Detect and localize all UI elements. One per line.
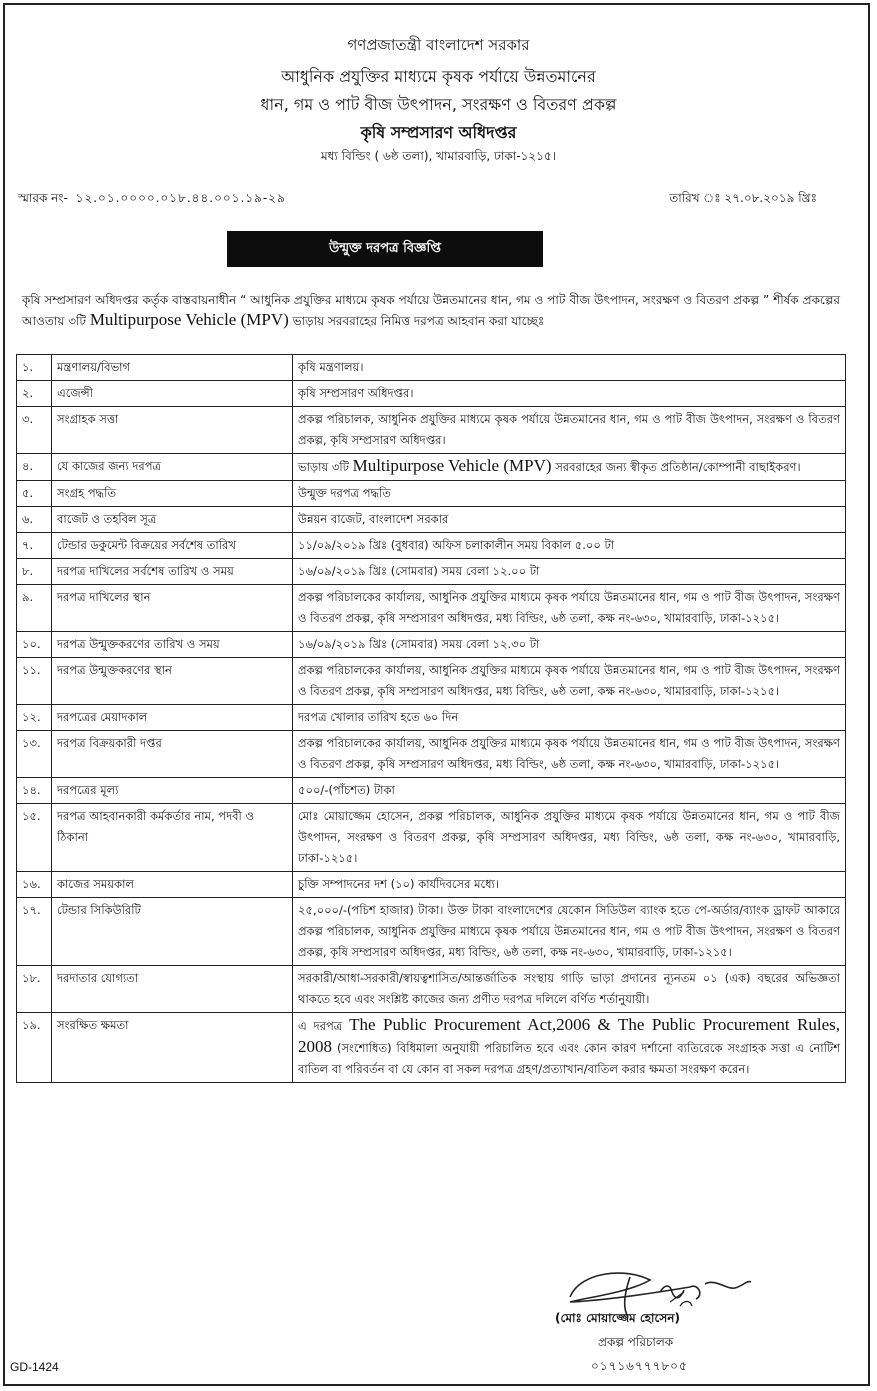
notice-title: উন্মুক্ত দরপত্র বিজ্ঞপ্তি xyxy=(329,240,441,256)
row-number: ৩. xyxy=(17,407,52,454)
row-number: ১৭. xyxy=(17,898,52,966)
row-label: মন্ত্রণালয়/বিভাগ xyxy=(52,355,293,381)
row-value: মোঃ মোয়াজ্জেম হোসেন, প্রকল্প পরিচালক, আধুনিক প্রযুক্তির মাধ্যমে কৃষক পর্যায়ে উন্নতমানের ধান, গম ও পাট বীজ উৎপাদন, সংরক্ষণ ও বিতরণ প্রকল্প, কৃষি সম্প্রসারণ অধিদপ্তর, মধ্য বিল্ডিং, ৬ষ্ঠ তলা, কক্ষ নং-৬৩০, খামারবাড়ি, ঢাকা-১২১৫। xyxy=(293,804,846,872)
footer-code: GD-1424 xyxy=(10,1360,59,1374)
intro-mpv: Multipurpose Vehicle (MPV) xyxy=(89,310,289,329)
row-value: ১৬/০৯/২০১৯ খ্রিঃ (সোমবার) সময় বেলা ১২.০০ টা xyxy=(293,559,846,585)
table-row xyxy=(17,381,846,407)
header-project-line1: আধুনিক প্রযুক্তির মাধ্যমে কৃষক পর্যায়ে উন্নতমানের xyxy=(281,67,596,86)
table-row xyxy=(17,1013,846,1083)
row-number: ১৪. xyxy=(17,778,52,804)
row-number: ১২. xyxy=(17,705,52,731)
memo-date: তারিখ ঃ ২৭.০৮.২০১৯ খ্রিঃ xyxy=(669,191,817,205)
row-value: উন্মুক্ত দরপত্র পদ্ধতি xyxy=(293,481,846,507)
row-number: ৫. xyxy=(17,481,52,507)
tender-details-table xyxy=(16,354,846,1083)
header-address: মধ্য বিল্ডিং ( ৬ষ্ঠ তলা), খামারবাড়ি, ঢাকা-১২১৫। xyxy=(320,149,556,163)
row-label: বাজেট ও তহবিল সূত্র xyxy=(52,507,293,533)
row-number: ১০. xyxy=(17,632,52,658)
table-row xyxy=(17,705,846,731)
table-row xyxy=(17,778,846,804)
memo-reference xyxy=(18,190,286,210)
row-number: ৮. xyxy=(17,559,52,585)
table-row xyxy=(17,966,846,1013)
row-label: সংগ্রাহক সত্তা xyxy=(52,407,293,454)
row-value: সরকারী/আধা-সরকারী/স্বায়ত্বশাসিত/আন্তর্জাতিক সংস্থায় গাড়ি ভাড়া প্রদানের ন্যূনতম ০১ (এক) বছরের অভিজ্ঞতা থাকতে হবে এবং সংশ্লিষ্ট কাজের জন্য প্রণীত দরপত্র দলিলে বর্ণিত শর্তানুযায়ী। xyxy=(293,966,846,1013)
signatory-name: (মোঃ মোয়াজ্জেম হোসেন) xyxy=(555,1311,680,1325)
row-number: ১১. xyxy=(17,658,52,705)
header-department: কৃষি সম্প্রসারণ অধিদপ্তর xyxy=(360,123,517,142)
row-label: টেন্ডার সিকিউরিটি xyxy=(52,898,293,966)
table-row xyxy=(17,658,846,705)
tender-table-body xyxy=(17,355,846,1083)
table-row xyxy=(17,559,846,585)
row-number: ১৫. xyxy=(17,804,52,872)
row-label: দরপত্র বিক্রয়কারী দপ্তর xyxy=(52,731,293,778)
row-label: সংরক্ষিত ক্ষমতা xyxy=(52,1013,293,1083)
row-value-english: Multipurpose Vehicle (MPV) xyxy=(352,456,552,475)
header-govt: গণপ্রজাতন্ত্রী বাংলাদেশ সরকার xyxy=(347,36,530,54)
row-number: ৯. xyxy=(17,585,52,632)
row-number: ১৬. xyxy=(17,872,52,898)
row-label: টেন্ডার ডকুমেন্ট বিক্রয়ের সর্বশেষ তারিখ xyxy=(52,533,293,559)
row-value-part: ভাড়ায় ৩টি xyxy=(298,460,349,474)
row-value xyxy=(293,454,846,481)
row-value: প্রকল্প পরিচালকের কার্যালয়, আধুনিক প্রযুক্তির মাধ্যমে কৃষক পর্যায়ে উন্নতমানের ধান, গম ও পাট বীজ উৎপাদন, সংরক্ষণ ও বিতরণ প্রকল্প, কৃষি সম্প্রসারণ অধিদপ্তর, মধ্য বিল্ডিং, ৬ষ্ঠ তলা, কক্ষ নং-৬৩০, খামারবাড়ি, ঢাকা-১২১৫। xyxy=(293,731,846,778)
row-value: ১৬/০৯/২০১৯ খ্রিঃ (সোমবার) সময় বেলা ১২.৩০ টা xyxy=(293,632,846,658)
row-value: কৃষি মন্ত্রণালয়। xyxy=(293,355,846,381)
row-value: প্রকল্প পরিচালক, আধুনিক প্রযুক্তির মাধ্যমে কৃষক পর্যায়ে উন্নতমানের ধান, গম ও পাট বীজ উৎপাদন, সংরক্ষণ ও বিতরণ প্রকল্প, কৃষি সম্প্রসারণ অধিদপ্তর। xyxy=(293,407,846,454)
row-number: ৪. xyxy=(17,454,52,481)
row-number: ১৯. xyxy=(17,1013,52,1083)
notice-title-banner xyxy=(227,231,543,267)
row-value: প্রকল্প পরিচালকের কার্যালয়, আধুনিক প্রযুক্তির মাধ্যমে কৃষক পর্যায়ে উন্নতমানের ধান, গম ও পাট বীজ উৎপাদন, সংরক্ষণ ও বিতরণ প্রকল্প, কৃষি সম্প্রসারণ অধিদপ্তর, মধ্য বিল্ডিং, ৬ষ্ঠ তলা, কক্ষ নং-৬৩০, খামারবাড়ি, ঢাকা-১২১৫। xyxy=(293,658,846,705)
table-row xyxy=(17,407,846,454)
table-row xyxy=(17,481,846,507)
row-label: দরপত্র আহবানকারী কর্মকর্তার নাম, পদবী ও ঠিকানা xyxy=(52,804,293,872)
table-row xyxy=(17,731,846,778)
table-row xyxy=(17,507,846,533)
row-label: দরপত্রের মেয়াদকাল xyxy=(52,705,293,731)
table-row xyxy=(17,355,846,381)
row-value: চুক্তি সম্পাদনের দশ (১০) কার্যদিবসের মধ্যে। xyxy=(293,872,846,898)
row-label: কাজের সময়কাল xyxy=(52,872,293,898)
memo-ref-number: ১২.০১.০০০০.০১৮.৪৪.০০১.১৯-২৯ xyxy=(75,191,286,205)
row-number: ১৩. xyxy=(17,731,52,778)
table-row xyxy=(17,585,846,632)
row-value: দরপত্র খোলার তারিখ হতে ৬০ দিন xyxy=(293,705,846,731)
row-label: সংগ্রহ পদ্ধতি xyxy=(52,481,293,507)
signatory-phone: ০১৭১৬৭৭৭৮০৫ xyxy=(591,1359,688,1373)
row-number: ১৮. xyxy=(17,966,52,1013)
row-number: ৬. xyxy=(17,507,52,533)
row-label: দরপত্র উন্মুক্তকরণের স্থান xyxy=(52,658,293,705)
row-label: দরপত্র দাখিলের স্থান xyxy=(52,585,293,632)
table-row xyxy=(17,632,846,658)
memo-ref-label: স্মারক নং- xyxy=(18,191,68,205)
signatory-designation: প্রকল্প পরিচালক xyxy=(598,1335,674,1349)
row-label: দরপত্র দাখিলের সর্বশেষ তারিখ ও সময় xyxy=(52,559,293,585)
header-project-line2: ধান, গম ও পাট বীজ উৎপাদন, সংরক্ষণ ও বিতরণ প্রকল্প xyxy=(260,95,617,114)
row-value-part: সরবরাহের জন্য স্বীকৃত প্রতিষ্ঠান/কোম্পানী বাছাইকরণ। xyxy=(555,460,801,474)
table-row xyxy=(17,804,846,872)
row-number: ৭. xyxy=(17,533,52,559)
row-label: যে কাজের জন্য দরপত্র xyxy=(52,454,293,481)
row-value-part: এ দরপত্র xyxy=(298,1019,343,1033)
table-row xyxy=(17,533,846,559)
row-value: ২৫,০০০/-(পচিশ হাজার) টাকা। উক্ত টাকা বাংলাদেশের যেকোন সিডিউল ব্যাংক হতে পে-অর্ডার/ব্যাংক ড্রাফট আকারে প্রকল্প পরিচালক, আধুনিক প্রযুক্তির মাধ্যমে কৃষক পর্যায়ে উন্নতমানের ধান, গম ও পাট বীজ উৎপাদন, সংরক্ষণ ও বিতরণ প্রকল্প, কৃষি সম্প্রসারণ অধিদপ্তর, মধ্য বিল্ডিং, ৬ষ্ঠ তলা, কক্ষ নং-৬৩০, খামারবাড়ি, ঢাকা-১২১৫। xyxy=(293,898,846,966)
row-value: উন্নয়ন বাজেট, বাংলাদেশ সরকার xyxy=(293,507,846,533)
intro-paragraph xyxy=(22,290,840,331)
table-row xyxy=(17,872,846,898)
row-value: কৃষি সম্প্রসারণ অধিদপ্তর। xyxy=(293,381,846,407)
row-label: দরপত্র উন্মুক্তকরণের তারিখ ও সময় xyxy=(52,632,293,658)
row-label: এজেন্সী xyxy=(52,381,293,407)
row-value: ১১/০৯/২০১৯ খ্রিঃ (বুধবার) অফিস চলাকালীন সময় বিকাল ৫.০০ টা xyxy=(293,533,846,559)
intro-part1: কৃষি সম্প্রসারণ অধিদপ্তর কর্তৃক বাস্তবায়নাধীন “ আধুনিক প্রযুক্তির মাধ্যমে কৃষক পর্যায়ে উন্নতমানের ধান, গম ও পাট বীজ উৎপাদন, সংরক্ষণ ও বিতরণ প্রকল্প ” শীর্ষক প্রকল্পের আওতায় ৩টি xyxy=(22,293,840,328)
row-value-part: (সংশোধিত) বিধিমালা অনুযায়ী পরিচালিত হবে এবং কোন কারণ দর্শানো ব্যতিরেকে সংগ্রাহক সত্তা এ নোটিশ বাতিল বা পরিবর্তন বা যে কোন বা সকল দরপত্র গ্রহণ/প্রত্যাখান/বাতিল করার ক্ষমতা সংরক্ষণ করেন। xyxy=(298,1041,840,1076)
row-value: ৫০০/-(পাঁচশত) টাকা xyxy=(293,778,846,804)
row-value: প্রকল্প পরিচালকের কার্যালয়, আধুনিক প্রযুক্তির মাধ্যমে কৃষক পর্যায়ে উন্নতমানের ধান, গম ও পাট বীজ উৎপাদন, সংরক্ষণ ও বিতরণ প্রকল্প, কৃষি সম্প্রসারণ অধিদপ্তর, মধ্য বিল্ডিং, ৬ষ্ঠ তলা, কক্ষ নং-৬৩০, খামারবাড়ি, ঢাকা-১২১৫। xyxy=(293,585,846,632)
table-row xyxy=(17,454,846,481)
row-value-english: The Public Procurement Act,2006 & The Public Procurement Rules, 2008 xyxy=(298,1015,841,1056)
row-value xyxy=(293,1013,846,1083)
row-label: দরপত্রের মূল্য xyxy=(52,778,293,804)
table-row xyxy=(17,898,846,966)
intro-part2: ভাড়ায় সরবরাহের নিমিত্ত দরপত্র আহবান করা যাচ্ছেঃ xyxy=(292,314,545,328)
row-number: ২. xyxy=(17,381,52,407)
row-label: দরদাতার যোগ্যতা xyxy=(52,966,293,1013)
row-number: ১. xyxy=(17,355,52,381)
